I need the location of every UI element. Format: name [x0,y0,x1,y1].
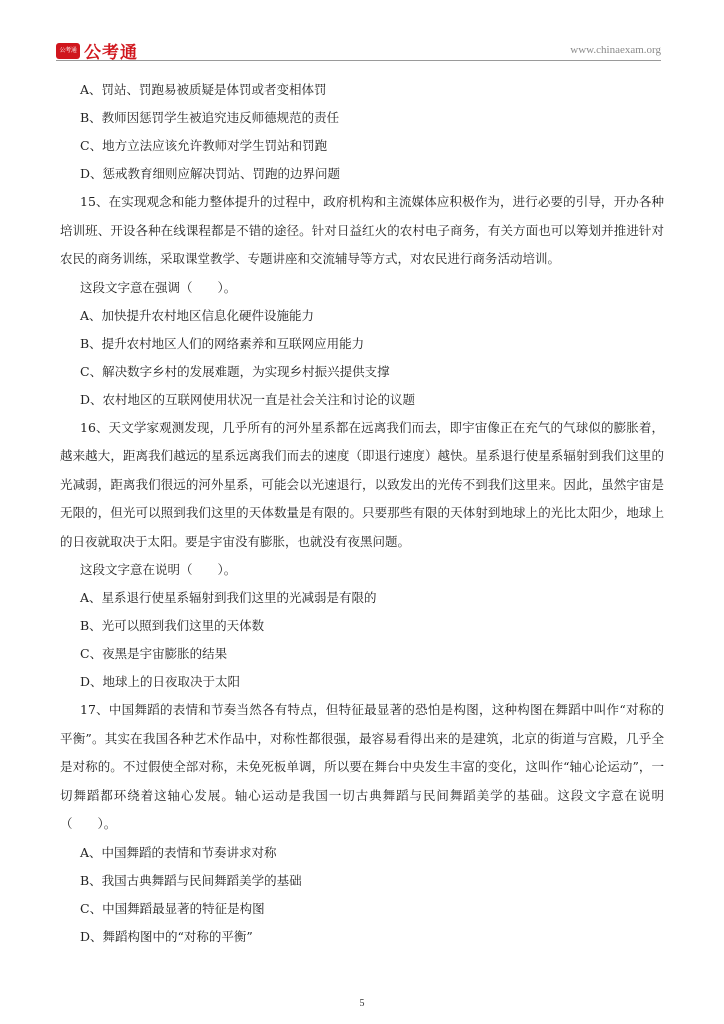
q17-option-d: D、舞蹈构图中的“对称的平衡” [80,928,253,944]
q15-option-d: D、农村地区的互联网使用状况一直是社会关注和讨论的议题 [80,391,416,407]
header-divider [56,60,661,61]
q15-stem: 15、在实现观念和能力整体提升的过程中，政府机构和主流媒体应积极作为，进行必要的引导，开办各种培训班、开设各种在线课程都是不错的途径。针对日益红火的农村电子商务，有关方面也可以筹划并推进针对农民的商务训练，采取课堂教学、专题讲座和交流辅导等方式，对农民进行商务活动培训。 [60,194,664,266]
logo-badge-icon: 公考通 [56,43,80,59]
logo-text: 公考通 [84,43,138,63]
q16-option-c: C、夜黑是宇宙膨胀的结果 [80,646,228,661]
q16-option-b: B、光可以照到我们这里的天体数 [80,618,265,633]
q15-option-c: C、解决数字乡村的发展难题，为实现乡村振兴提供支撑 [80,363,390,379]
q16-prompt: 这段文字意在说明（ ）。 [80,562,237,577]
q14-option-a: A、罚站、罚跑易被质疑是体罚或者变相体罚 [80,82,327,97]
document-body [60,76,664,951]
q14-option-b: B、教师因惩罚学生被追究违反师德规范的责任 [80,110,340,125]
q14-option-c: C、地方立法应该允许教师对学生罚站和罚跑 [80,138,328,153]
q15-prompt: 这段文字意在强调（ ）。 [80,279,237,295]
q14-option-d: D、惩戒教育细则应解决罚站、罚跑的边界问题 [80,166,341,181]
q17-option-b: B、我国古典舞蹈与民间舞蹈美学的基础 [80,872,302,888]
q16-option-d: D、地球上的日夜取决于太阳 [80,674,241,689]
page-number: 5 [359,998,365,1009]
page-header [0,0,724,64]
site-url[interactable]: www.chinaexam.org [570,44,661,56]
q17-stem: 17、中国舞蹈的表情和节奏当然各有特点，但特征最显著的恐怕是构图，这种构图在舞蹈中叫作“对称的平衡”。其实在我国各种艺术作品中，对称性都很强，最容易看得出来的是建筑，北京的街道与宫殿，几乎全是对称的。不过假使全部对称，未免死板单调，所以要在舞台中央发生丰富的变化，这叫作“轴心论运动”，一切舞蹈都环绕着这轴心发展。轴心运动是我国一切古典舞蹈与民间舞蹈美学的基础。这段文字意在说明（ ）。 [60,702,664,831]
q15-option-b: B、提升农村地区人们的网络素养和互联网应用能力 [80,335,365,351]
q16-stem: 16、天文学家观测发现，几乎所有的河外星系都在远离我们而去，即宇宙像正在充气的气球似的膨胀着，越来越大，距离我们越远的星系远离我们而去的速度（即退行速度）越快。星系退行使星系辐射到我们这里的光减弱，距离我们很远的河外星系，可能会以光速退行，以致发出的光传不到我们这里来。因此，虽然宇宙是无限的，但光可以照到我们这里的天体数量是有限的。只要那些有限的天体射到地球上的光比太阳少，地球上的日夜就取决于太阳。要是宇宙没有膨胀，也就没有夜黑问题。 [60,419,664,549]
q16-option-a: A、星系退行使星系辐射到我们这里的光减弱是有限的 [80,590,377,605]
q17-option-c: C、中国舞蹈最显著的特征是构图 [80,900,265,916]
q15-option-a: A、加快提升农村地区信息化硬件设施能力 [80,307,315,323]
q17-option-a: A、中国舞蹈的表情和节奏讲求对称 [80,844,277,860]
